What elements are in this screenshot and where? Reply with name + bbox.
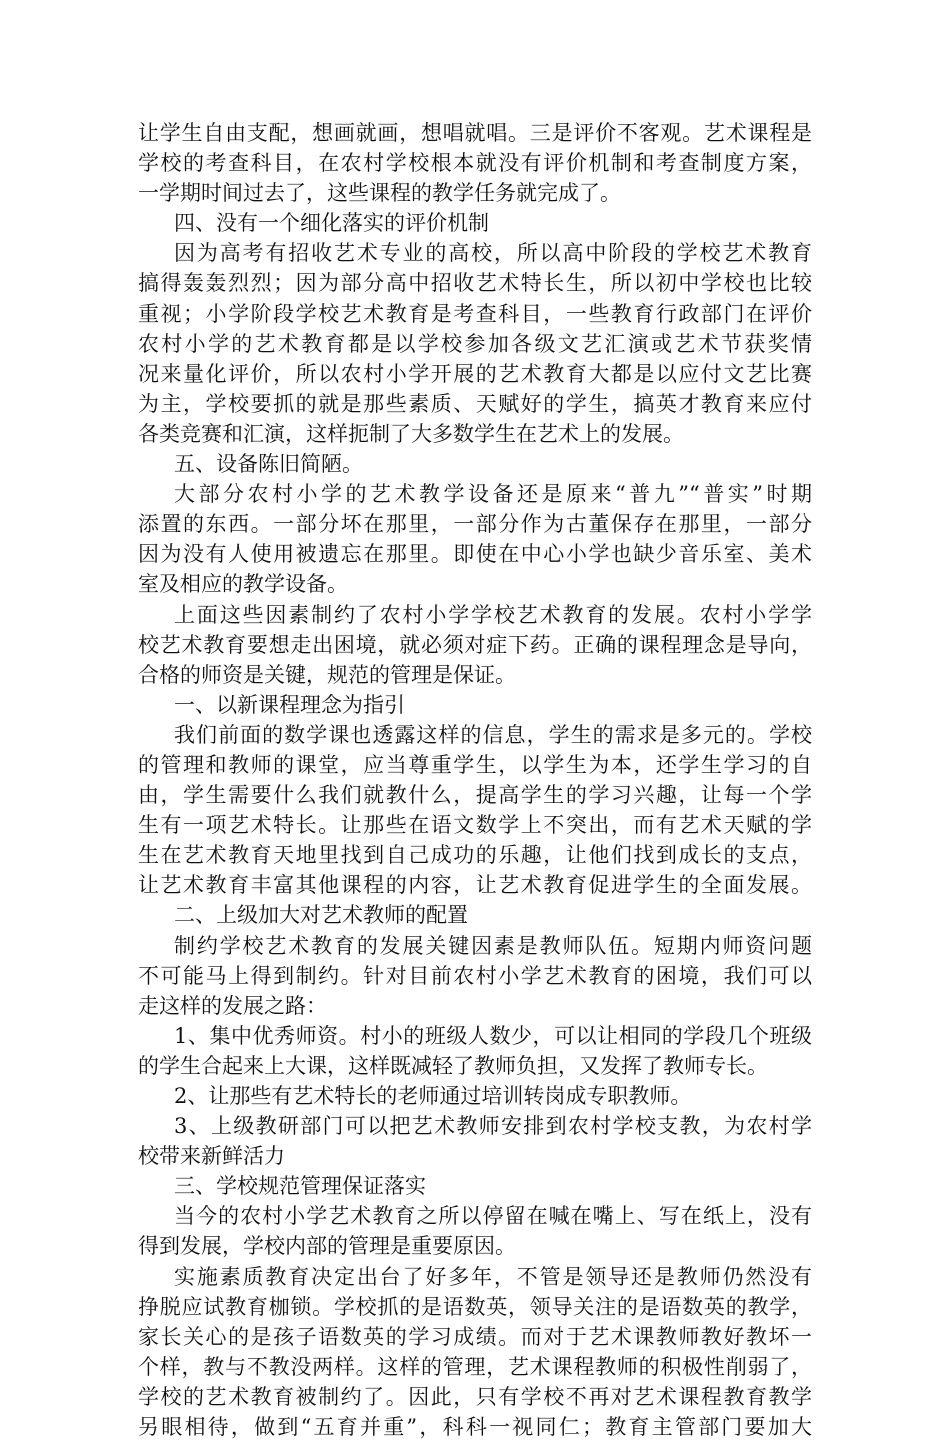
paragraph-first-line: 实施素质教育决定出台了好多年，不管是领导还是教师仍然没有 (174, 1264, 812, 1289)
text-line: 校艺术教育要想走出困境，就必须对症下药。正确的课程理念是导向， (138, 632, 812, 657)
text-line: 搞得轰轰烈烈；因为部分高中招收艺术特长生，所以初中学校也比较 (138, 271, 812, 296)
text-line: 让艺术教育丰富其他课程的内容，让艺术教育促进学生的全面发展。 (138, 873, 812, 898)
text-line: 学校的考查科目，在农村学校根本就没有评价机制和考查制度方案， (138, 151, 812, 176)
paragraph-first-line: 上面这些因素制约了农村小学学校艺术教育的发展。农村小学学 (174, 602, 812, 627)
text-line: 挣脱应试教育枷锁。学校抓的是语数英，领导关注的是语数英的教学， (138, 1294, 812, 1319)
paragraph-first-line: 五、设备陈旧简陋。 (174, 452, 363, 477)
text-line: 另眼相待，做到“五育并重”，科科一视同仁；教育主管部门要加大 (138, 1415, 812, 1440)
text-line: 因为没有人使用被遗忘在那里。即使在中心小学也缺少音乐室、美术 (138, 542, 812, 567)
text-line: 由，学生需要什么我们就教什么，提高学生的学习兴趣，让每一个学 (138, 783, 812, 808)
text-line: 生在艺术教育天地里找到自己成功的乐趣，让他们找到成长的支点， (138, 843, 812, 868)
paragraph-first-line: 四、没有一个细化落实的评价机制 (174, 211, 489, 236)
text-line: 合格的师资是关键，规范的管理是保证。 (138, 662, 516, 687)
text-line: 的管理和教师的课堂，应当尊重学生，以学生为本，还学生学习的自 (138, 752, 812, 777)
paragraph-first-line: 我们前面的数学课也透露这样的信息，学生的需求是多元的。学校 (174, 722, 812, 747)
text-line: 为主，学校要抓的就是那些素质、天赋好的学生，搞英才教育来应付 (138, 391, 812, 416)
paragraph-first-line: 因为高考有招收艺术专业的高校，所以高中阶段的学校艺术教育 (174, 241, 812, 266)
text-line: 走这样的发展之路： (138, 993, 327, 1018)
paragraph-first-line: 三、学校规范管理保证落实 (174, 1174, 426, 1199)
paragraph-first-line: 二、上级加大对艺术教师的配置 (174, 903, 468, 928)
paragraph-first-line: 2、让那些有艺术特长的老师通过培训转岗成专职教师。 (174, 1084, 692, 1108)
text-line: 室及相应的教学设备。 (138, 572, 348, 597)
text-line: 添置的东西。一部分坏在那里，一部分作为古董保存在那里，一部分 (138, 512, 812, 537)
text-line: 让学生自由支配，想画就画，想唱就唱。三是评价不客观。艺术课程是 (138, 121, 812, 145)
text-line: 个样，教与不教没两样。这样的管理，艺术课程教师的积极性削弱了， (138, 1354, 812, 1379)
text-line: 校带来新鲜活力 (138, 1144, 285, 1169)
text-line: 况来量化评价，所以农村小学开展的艺术教育大都是以应付文艺比赛 (138, 361, 812, 386)
paragraph-first-line: 一、以新课程理念为指引 (174, 692, 405, 717)
document-body (138, 118, 812, 1442)
text-line: 各类竞赛和汇演，这样扼制了大多数学生在艺术上的发展。 (138, 421, 684, 446)
text-line: 得到发展，学校内部的管理是重要原因。 (138, 1234, 516, 1259)
text-line: 学校的艺术教育被制约了。因此，只有学校不再对艺术课程教育教学 (138, 1384, 812, 1409)
text-line: 农村小学的艺术教育都是以学校参加各级文艺汇演或艺术节获奖情 (138, 331, 812, 356)
paragraph-first-line: 大部分农村小学的艺术教学设备还是原来“普九”“普实”时期 (174, 482, 812, 507)
text-line: 重视；小学阶段学校艺术教育是考查科目，一些教育行政部门在评价 (138, 301, 812, 326)
paragraph-first-line: 1、集中优秀师资。村小的班级人数少，可以让相同的学段几个班级 (174, 1023, 812, 1048)
text-line: 的学生合起来上大课，这样既减轻了教师负担，又发挥了教师专长。 (138, 1053, 768, 1078)
paragraph-first-line: 3、上级教研部门可以把艺术教师安排到农村学校支教，为农村学 (174, 1114, 812, 1139)
text-line: 不可能马上得到制约。针对目前农村小学艺术教育的困境，我们可以 (138, 963, 812, 988)
text-line: 家长关心的是孩子语数英的学习成绩。而对于艺术课教师教好教坏一 (138, 1324, 812, 1349)
text-line: 生有一项艺术特长。让那些在语文数学上不突出，而有艺术天赋的学 (138, 813, 812, 838)
paragraph-first-line: 制约学校艺术教育的发展关键因素是教师队伍。短期内师资问题 (174, 933, 812, 958)
paragraph-first-line: 当今的农村小学艺术教育之所以停留在喊在嘴上、写在纸上，没有 (174, 1204, 812, 1229)
text-line: 一学期时间过去了，这些课程的教学任务就完成了。 (138, 181, 621, 206)
